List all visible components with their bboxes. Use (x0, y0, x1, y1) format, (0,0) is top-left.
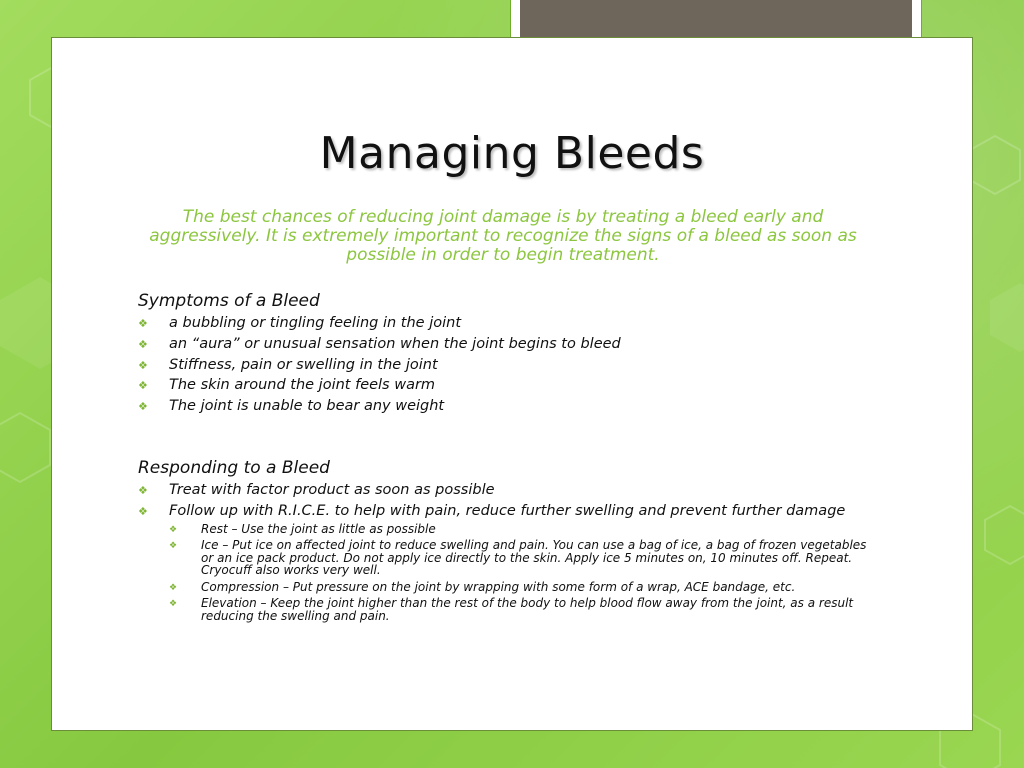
diamond-bullet-icon: ❖ (138, 484, 148, 497)
list-item: ❖ Follow up with R.I.C.E. to help with pain, reduce further swelling and prevent further damage ❖ Rest – Use the joint as little as possible ❖ Ice – Put ice on affected joint to reduce swelling and pain. You can use a bag of ice, a bag of frozen vegetables or an ice pack product. Do not apply ice directly to the skin. Apply ice 5 minutes on, 10 minutes off. Repeat. Cryocuff also works very well. ❖ Compression – Put pressure on the joint by wrapping with some form of a wrap, ACE bandage, etc. ❖ Elevation – Keep the joint higher than the rest of the body to help blood flow away from the joint, as a result reducing the swelling and pain. (138, 503, 878, 623)
slide-title: Managing Bleeds (319, 128, 705, 179)
list-item: ❖ Rest – Use the joint as little as possible (169, 521, 436, 536)
list-item: ❖ a bubbling or tingling feeling in the joint (138, 315, 462, 331)
responding-list (138, 482, 878, 627)
diamond-bullet-icon: ❖ (169, 599, 178, 610)
diamond-bullet-icon: ❖ (169, 541, 178, 552)
list-item: ❖ The joint is unable to bear any weight (138, 398, 445, 415)
symptoms-heading: Symptoms of a Bleed (138, 291, 320, 311)
slide-content-area (51, 37, 973, 731)
intro-paragraph: The best chances of reducing joint damage is by treating a bleed early and aggressively. It is extremely important to recognize the signs of a bleed as soon as possible in order to begin treatment. (149, 207, 857, 265)
diamond-bullet-icon: ❖ (169, 582, 178, 593)
list-item: ❖ Elevation – Keep the joint higher than the rest of the body to help blood flow away from the joint, as a result reducing the swelling and pain. (169, 596, 854, 623)
list-item: ❖ Treat with factor product as soon as possible (138, 482, 495, 498)
diamond-bullet-icon: ❖ (138, 358, 148, 372)
list-item: ❖ Ice – Put ice on affected joint to reduce swelling and pain. You can use a bag of ice, a bag of frozen vegetables or an ice pack product. Do not apply ice directly to the skin. Apply ice 5 minutes on, 10 minutes off. Repeat. Cryocuff also works very well. (169, 538, 867, 578)
diamond-bullet-icon: ❖ (138, 317, 148, 330)
responding-heading: Responding to a Bleed (138, 458, 330, 478)
diamond-bullet-icon: ❖ (138, 337, 148, 351)
diamond-bullet-icon: ❖ (138, 400, 148, 414)
diamond-bullet-icon: ❖ (169, 524, 178, 535)
symptoms-list (138, 315, 878, 419)
list-item: ❖ Compression – Put pressure on the joint by wrapping with some form of a wrap, ACE bandage, etc. (169, 579, 796, 594)
list-item: ❖ an “aura” or unusual sensation when the joint begins to bleed (138, 335, 621, 352)
diamond-bullet-icon: ❖ (138, 379, 148, 393)
list-item: ❖ The skin around the joint feels warm (138, 377, 436, 394)
list-item: ❖ Stiffness, pain or swelling in the joint (138, 356, 438, 373)
diamond-bullet-icon: ❖ (138, 504, 148, 518)
rice-sub-list (169, 523, 878, 623)
